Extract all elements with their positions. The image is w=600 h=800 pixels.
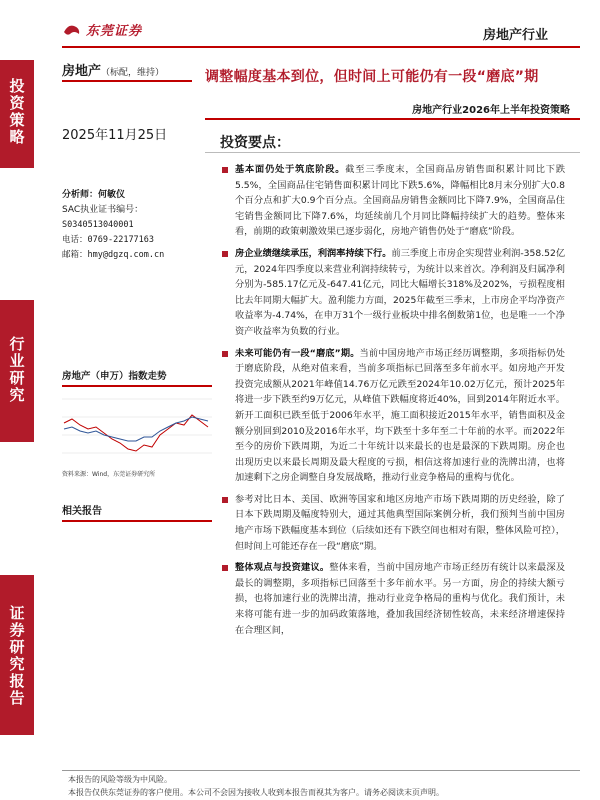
footer-disclaimer <box>68 773 444 799</box>
logo-mark-icon <box>62 22 82 38</box>
cert-label: SAC执业证书编号： <box>62 205 144 215</box>
risk-level-note: 本报告的风险等级为中风险。 <box>68 775 172 784</box>
report-date: 2025年11月25日 <box>62 128 168 143</box>
key-point-3: 未来可能仍有一段“磨底”期。当前中国房地产市场正经历调整期，多项指标仍处于磨底阶段，从绝对值来看，当前多项指标已回落至多年前水平。如房地产开发投资完成额从2021年峰值14.76万亿元跌至2024年10.02万亿元，预计2025年将进一步下跌至约9万亿元，从峰值下跌幅度将近40%，回到2014年附近水平。新开工面积已跌至低于2006年水平，施工面积接近2015年水平，销售面积及金额分别回到2010及2016年水平，均下跌至十多年至二十年前的水平。而2022年至今的房价下跌周期，为近二十年统计以来最长的也是最深的下跌周期。房企也出现历史以来最长周期及最大程度的亏损，相信这将加速行业的洗牌出清，也将加速剩下之房企调整自身发展战略，推动行业竞争格局的重构与优化。 <box>222 346 565 486</box>
side-band-securities-report: 证券研究报告 <box>0 575 34 735</box>
key-points-heading: 投资要点： <box>220 135 290 151</box>
side-band-industry-research: 行业研究 <box>0 300 34 442</box>
cert-number: S0340513040001 <box>62 220 134 230</box>
sector-rating <box>62 60 164 79</box>
key-point-1: 基本面仍处于筑底阶段。截至三季度末，全国商品房销售面积累计同比下跌5.5%，全国商品住宅销售面积累计同比下跌5.6%，降幅相比8月末分别扩大0.8个百分点和扩大0.9个百分点。全国商品房销售金额同比下降7.9%，全国商品住宅销售金额同比下降7.6%，均延续前几个月同比降幅持续扩大的趋势。整体来看，前期的政策刺激效果已逐步弱化，房地产销售仍处于“磨底”阶段。 <box>222 162 565 240</box>
analyst-email[interactable]: 邮箱：hmy@dgzq.com.cn <box>62 250 165 260</box>
rating: （标配，维持） <box>101 68 165 78</box>
usage-note: 本报告仅供东莞证券的客户使用。本公司不会因为接收人收到本报告而视其为客户。请务必阅读末页声明。 <box>68 788 444 797</box>
side-band-strategy: 投资策略 <box>0 60 34 168</box>
chart-title: 房地产（申万）指数走势 <box>62 368 212 387</box>
header-industry: 房地产行业 <box>482 28 548 43</box>
key-point-2: 房企业绩继续承压，利润率持续下行。前三季度上市房企实现营业利润-358.52亿元，2024年四季度以来营业利润持续转亏，为统计以来首次。净利润及归属净利分别为-585.17亿元及-647.41亿元，同比大幅增长318%及202%，亏损程度相比去年同期大幅扩大。盈利能力方面，2025年截至三季末，上市房企平均净资产收益率为-4.74%，在申万31个一级行业板块中排名倒数第1位，也是唯一一个净资产收益率为负数的行业。 <box>222 246 565 340</box>
sector-index-line <box>64 415 208 451</box>
chart-source: 资料来源：Wind，东莞证券研究所 <box>62 471 156 478</box>
benchmark-index-line <box>64 417 208 441</box>
index-chart <box>62 368 212 478</box>
analyst-info <box>62 188 192 263</box>
title-divider <box>205 118 580 120</box>
sector-name: 房地产 <box>62 64 102 79</box>
key-point-5: 整体观点与投资建议。整体来看，当前中国房地产市场正经历有统计以来最深及最长的调整期，多项指标已回落至十多年前水平。另一方面，房企的持续大额亏损，也将加速行业的洗牌出清，推动行业竞争格局的重构与优化。我们预计，未来将可能有进一步的加码政策落地，叠加我国经济韧性较高，未来经济增速保持在合理区间， <box>222 560 565 638</box>
report-title: 调整幅度基本到位，但时间上可能仍有一段“磨底”期 <box>205 69 539 85</box>
analyst-name: 分析师：何敏仪 <box>62 190 126 200</box>
report-subtitle: 房地产行业2026年上半年投资策略 <box>412 105 570 116</box>
header-divider <box>62 46 580 48</box>
brand-logo <box>62 20 142 39</box>
logo-text: 东莞证券 <box>86 24 143 39</box>
analyst-phone: 电话：0769-22177163 <box>62 235 155 245</box>
index-trend-chart <box>62 389 212 467</box>
related-reports-heading: 相关报告 <box>62 502 212 522</box>
left-divider <box>62 80 192 82</box>
key-points-list <box>222 162 565 644</box>
key-point-4: 参考对比日本、美国、欧洲等国家和地区房地产市场下跌周期的历史经验，除了日本下跌周期及幅度特别大，通过其他典型国际案例分析，我们预判当前中国房地产市场下跌幅度基本到位（后续如还有下跌空间也相对有限，整体风险可控），但时间上可能还存在一段“磨底”期。 <box>222 492 565 554</box>
footer-divider <box>62 770 580 771</box>
key-points-divider <box>205 152 580 153</box>
